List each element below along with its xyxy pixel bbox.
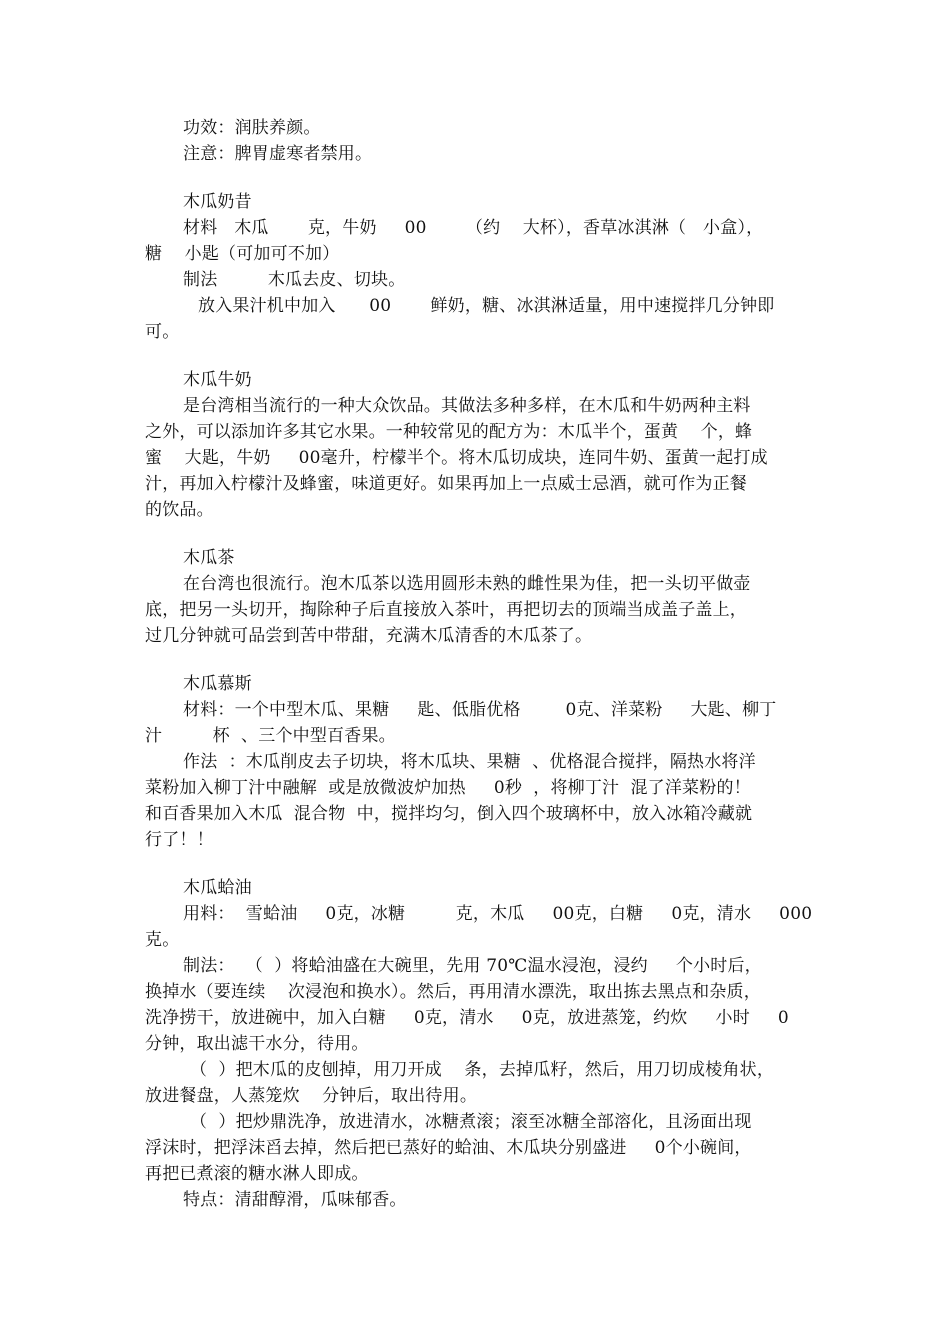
mousse-line: 行了！！ xyxy=(145,830,214,850)
papaya-milk-line: 汁，再加入柠檬汁及蜂蜜，味道更好。如果再加上一点威士忌酒，就可作为正餐 xyxy=(145,474,747,494)
hashima-line: 用料： 雪蛤油 0克，冰糖 克，木瓜 00克，白糖 0克，清水 000 xyxy=(183,904,813,924)
papaya-tea-line: 过几分钟就可品尝到苦中带甜，充满木瓜清香的木瓜茶了。 xyxy=(145,626,593,646)
hashima-line: （ ）把炒鼎洗净，放进清水，冰糖煮滚；滚至冰糖全部溶化，且汤面出现 xyxy=(190,1112,752,1132)
hashima-line: 克。 xyxy=(145,930,180,950)
papaya-tea-line: 在台湾也很流行。泡木瓜茶以选用圆形未熟的雌性果为佳，把一头切平做壶 xyxy=(183,574,751,594)
hashima-line: 分钟，取出滤干水分，待用。 xyxy=(145,1034,369,1054)
efficacy-line: 功效：润肤养颜。 xyxy=(183,118,321,138)
hashima-feature: 特点：清甜醇滑，瓜味郁香。 xyxy=(183,1190,407,1210)
mousse-line: 和百香果加入木瓜 混合物 中，搅拌均匀，倒入四个玻璃杯中，放入冰箱冷藏就 xyxy=(145,804,753,824)
milkshake-line: 制法 木瓜去皮、切块。 xyxy=(183,270,406,290)
hashima-line: 浮沫时，把浮沫舀去掉，然后把已蒸好的蛤油、木瓜块分别盛进 0个小碗间， xyxy=(145,1138,752,1158)
section-title-milkshake: 木瓜奶昔 xyxy=(183,192,252,212)
milkshake-line: 可。 xyxy=(145,322,180,342)
hashima-line: 换掉水（要连续 次浸泡和换水）。然后，再用清水漂洗，取出拣去黑点和杂质， xyxy=(145,982,761,1002)
section-title-hashima: 木瓜蛤油 xyxy=(183,878,252,898)
papaya-milk-line: 蜜 大匙，牛奶 00毫升，柠檬半个。将木瓜切成块，连同牛奶、蛋黄一起打成 xyxy=(145,448,768,468)
papaya-milk-line: 是台湾相当流行的一种大众饮品。其做法多种多样，在木瓜和牛奶两种主料 xyxy=(183,396,751,416)
mousse-line: 作法 ：木瓜削皮去子切块，将木瓜块、果糖 、优格混合搅拌，隔热水将洋 xyxy=(183,752,756,772)
mousse-line: 菜粉加入柳丁汁中融解 或是放微波炉加热 0秒 ，将柳丁汁 混了洋菜粉的！ xyxy=(145,778,751,798)
section-title-mousse: 木瓜慕斯 xyxy=(183,674,252,694)
hashima-line: 放进餐盘，人蒸笼炊 分钟后，取出待用。 xyxy=(145,1086,478,1106)
section-title-papaya-tea: 木瓜茶 xyxy=(183,548,235,568)
section-title-papaya-milk: 木瓜牛奶 xyxy=(183,370,252,390)
caution-line: 注意：脾胃虚寒者禁用。 xyxy=(183,144,373,164)
papaya-milk-line: 之外，可以添加许多其它水果。一种较常见的配方为：木瓜半个，蛋黄 个，蜂 xyxy=(145,422,753,442)
milkshake-line: 糖 小匙（可加可不加） xyxy=(145,244,340,264)
mousse-line: 材料：一个中型木瓜、果糖 匙、低脂优格 0克、洋菜粉 大匙、柳丁 xyxy=(183,700,777,720)
papaya-tea-line: 底，把另一头切开，掏除种子后直接放入茶叶，再把切去的顶端当成盖子盖上， xyxy=(145,600,747,620)
papaya-milk-line: 的饮品。 xyxy=(145,500,214,520)
milkshake-line: 材料 木瓜 克，牛奶 00 （约 大杯），香草冰淇淋（ 小盒）， xyxy=(183,218,764,238)
hashima-line: 洗净捞干，放进碗中，加入白糖 0克，清水 0克，放进蒸笼，约炊 小时 0 xyxy=(145,1008,789,1028)
hashima-line: 制法： （ ）将蛤油盛在大碗里，先用 70℃温水浸泡，浸约 个小时后， xyxy=(183,956,762,976)
hashima-line: （ ）把木瓜的皮刨掉，用刀开成 条，去掉瓜籽，然后，用刀切成棱角状， xyxy=(190,1060,775,1080)
milkshake-line: 放入果汁机中加入 00 鲜奶，糖、冰淇淋适量，用中速搅拌几分钟即 xyxy=(198,296,775,316)
mousse-line: 汁 杯 、三个中型百香果。 xyxy=(145,726,396,746)
hashima-line: 再把已煮滚的糖水淋人即成。 xyxy=(145,1164,369,1184)
